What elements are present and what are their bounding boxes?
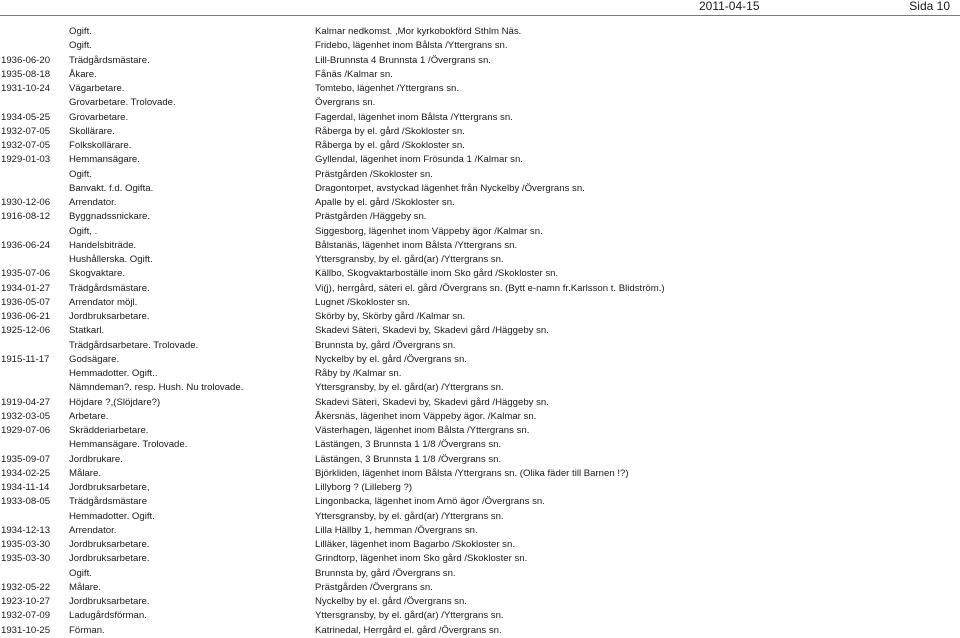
record-place: Yttersgransby, by el. gård(ar) /Yttergrans sn.	[315, 382, 504, 394]
record-date: 1936-06-24	[1, 239, 51, 251]
record-row	[0, 410, 960, 424]
record-place: Yttersgransby, by el. gård(ar) /Yttergrans sn.	[315, 510, 504, 522]
record-occupation: Ogift.	[69, 40, 92, 52]
record-place: Apalle by el. gård /Skokloster sn.	[315, 197, 455, 208]
record-row	[0, 182, 960, 196]
record-occupation: Handelsbiträde.	[69, 239, 137, 251]
record-occupation: Jordbruksarbetare.	[69, 596, 150, 607]
header-date: 2011-04-15	[699, 0, 760, 13]
record-occupation: Skogvaktare.	[69, 268, 125, 280]
record-row	[0, 25, 960, 39]
record-row	[0, 367, 960, 381]
record-row	[0, 481, 960, 495]
record-occupation: Jordbrukare.	[69, 453, 123, 465]
record-occupation: Hemmansägare.	[69, 154, 140, 166]
record-row	[0, 353, 960, 367]
record-place: Katrinedal, Herrgård el. gård /Övergrans sn.	[315, 624, 502, 636]
record-occupation: Hushållerska. Ogift.	[69, 254, 153, 265]
record-row	[0, 96, 960, 110]
record-date: 1923-10-27	[1, 596, 51, 607]
record-place: Lästängen, 3 Brunnsta 1 1/8 /Övergrans sn.	[315, 439, 502, 451]
record-row	[0, 609, 960, 623]
record-occupation: Skrädderiarbetare.	[69, 425, 149, 436]
record-place: Råberga by el. gård /Skokloster sn.	[315, 140, 465, 151]
record-place: Gyllendal, lägenhet inom Frösunda 1 /Kalmar sn.	[315, 154, 523, 166]
record-row	[0, 552, 960, 566]
record-occupation: Hemmansägare. Trolovade.	[69, 439, 188, 451]
record-occupation: Trädgårdsarbetare. Trolovade.	[69, 339, 199, 351]
header-rule	[0, 15, 960, 16]
record-date: 1930-12-06	[1, 197, 51, 208]
record-occupation: Jordbruksarbetare,	[69, 482, 150, 493]
record-occupation: Jordbruksarbetare.	[69, 553, 150, 565]
record-occupation: Ogift.	[69, 168, 92, 180]
record-date: 1935-03-30	[1, 553, 51, 565]
record-place: Bålstanäs, lägenhet inom Bålsta /Yttergrans sn.	[315, 239, 518, 251]
record-row	[0, 595, 960, 609]
record-occupation: Banvakt. f.d. Ogifta.	[69, 182, 154, 194]
record-place: Skadevi Säteri, Skadevi by, Skadevi gård /Häggeby sn.	[315, 325, 549, 337]
record-date: 1936-06-20	[1, 54, 51, 66]
record-date: 1934-11-14	[1, 482, 50, 493]
record-place: Lillyborg ? (Lilleberg ?)	[315, 482, 413, 493]
record-place: Tomtebo, lägenhet /Yttergrans sn.	[315, 83, 459, 94]
record-place: Prästgården /Övergrans sn.	[315, 581, 433, 593]
record-occupation: Förman.	[69, 624, 105, 636]
record-place: Yttersgransby, by el. gård(ar) /Yttergrans sn.	[315, 610, 504, 622]
record-row	[0, 624, 960, 638]
record-date: 1934-05-25	[1, 111, 51, 123]
record-place: Skadevi Säteri, Skadevi by, Skadevi gård /Häggeby sn.	[315, 396, 549, 408]
record-row	[0, 495, 960, 509]
record-occupation: Målare.	[69, 581, 101, 593]
record-row	[0, 267, 960, 281]
record-date: 1915-11-17	[1, 353, 50, 365]
record-row	[0, 153, 960, 167]
record-occupation: Ladugårdsförman.	[69, 610, 147, 622]
record-row	[0, 467, 960, 481]
record-place: Källbo, Skogvaktarboställe inom Sko gård /Skokloster sn.	[315, 268, 559, 280]
record-occupation: Arrendator.	[69, 197, 117, 208]
record-place: Råby by /Kalmar sn.	[315, 368, 402, 379]
record-place: Dragontorpet, avstyckad lägenhet från Nyckelby /Övergrans sn.	[315, 182, 585, 194]
record-occupation: Godsägare.	[69, 353, 120, 365]
record-date: 1935-08-18	[1, 68, 51, 80]
record-place: Fagerdal, lägenhet inom Bålsta /Yttergrans sn.	[315, 111, 513, 123]
record-row	[0, 54, 960, 68]
record-row	[0, 139, 960, 153]
record-date: 1916-08-12	[1, 211, 51, 223]
record-row	[0, 424, 960, 438]
record-row	[0, 225, 960, 239]
record-place: Fridebo, lägenhet inom Bålsta /Yttergrans sn.	[315, 40, 508, 52]
record-place: Nyckelby by el. gård /Övergrans sn.	[315, 596, 467, 607]
record-date: 1932-07-09	[1, 610, 51, 622]
record-row	[0, 453, 960, 467]
record-date: 1934-01-27	[1, 282, 51, 294]
record-row	[0, 581, 960, 595]
record-place: Kalmar nedkomst. ,Mor kyrkobokförd Sthlm Näs.	[315, 26, 522, 37]
record-occupation: Ogift.	[69, 26, 92, 37]
record-row	[0, 310, 960, 324]
record-row	[0, 68, 960, 82]
record-place: Fånäs /Kalmar sn.	[315, 68, 393, 80]
record-occupation: Jordbruksarbetare.	[69, 539, 150, 550]
record-row	[0, 339, 960, 353]
record-occupation: Byggnadssnickare.	[69, 211, 151, 223]
record-occupation: Åkare.	[69, 68, 97, 80]
record-occupation: Målare.	[69, 467, 101, 479]
record-date: 1929-07-06	[1, 425, 51, 436]
record-date: 1925-12-06	[1, 325, 51, 337]
record-place: Brunnsta by, gård /Övergrans sn.	[315, 339, 456, 351]
record-place: Nyckelby by el. gård /Övergrans sn.	[315, 353, 467, 365]
record-occupation: Hemmadotter. Ogift..	[69, 368, 158, 379]
record-date: 1935-03-30	[1, 539, 51, 550]
record-place: Lill-Brunnsta 4 Brunnsta 1 /Övergrans sn.	[315, 54, 491, 66]
record-occupation: Nämndeman?. resp. Hush. Nu trolovade.	[69, 382, 244, 394]
record-occupation: Statkarl.	[69, 325, 105, 337]
record-date: 1932-07-05	[1, 125, 51, 137]
record-place: Lästängen, 3 Brunnsta 1 1/8 /Övergrans sn.	[315, 453, 502, 465]
record-row	[0, 39, 960, 53]
record-row	[0, 538, 960, 552]
record-place: Lingonbacka, lägenhet inom Arnö ägor /Övergrans sn.	[315, 496, 545, 508]
record-row	[0, 210, 960, 224]
record-date: 1934-12-13	[1, 524, 51, 536]
record-row	[0, 324, 960, 338]
record-place: Brunnsta by, gård /Övergrans sn.	[315, 567, 456, 579]
record-place: Björkliden, lägenhet inom Bålsta /Yttergrans sn. (Olika fäder till Barnen !?)	[315, 467, 629, 479]
record-occupation: Vägarbetare.	[69, 83, 125, 94]
record-place: Lilläker, lägenhet inom Bagarbo /Skokloster sn.	[315, 539, 515, 550]
record-occupation: Skollärare.	[69, 125, 115, 137]
record-date: 1934-02-25	[1, 467, 51, 479]
record-date: 1932-07-05	[1, 140, 51, 151]
record-place: Övergrans sn.	[315, 97, 376, 109]
record-place: Grindtorp, lägenhet inom Sko gård /Skokloster sn.	[315, 553, 528, 565]
record-row	[0, 168, 960, 182]
record-place: Lilla Hällby 1, hemman /Övergrans sn.	[315, 524, 478, 536]
record-date: 1929-01-03	[1, 154, 51, 166]
record-row	[0, 282, 960, 296]
record-row	[0, 296, 960, 310]
record-place: Råberga by el. gård /Skokloster sn.	[315, 125, 465, 137]
record-list	[0, 25, 960, 638]
record-row	[0, 239, 960, 253]
page-header	[0, 0, 960, 16]
record-date: 1931-10-25	[1, 624, 51, 636]
record-place: Västerhagen, lägenhet inom Bålsta /Yttergrans sn.	[315, 425, 530, 436]
record-row	[0, 438, 960, 452]
record-place: Åkersnäs, lägenhet inom Väppeby ägor. /Kalmar sn.	[315, 410, 537, 422]
record-date: 1936-06-21	[1, 311, 51, 322]
record-row	[0, 510, 960, 524]
record-occupation: Arrendator möjl.	[69, 296, 138, 308]
record-place: Prästgården /Häggeby sn.	[315, 211, 427, 223]
record-place: Prästgården /Skokloster sn.	[315, 168, 433, 180]
record-occupation: Hemmadotter. Ogift.	[69, 510, 155, 522]
record-place: Siggesborg, lägenhet inom Väppeby ägor /Kalmar sn.	[315, 225, 543, 237]
record-row	[0, 253, 960, 267]
record-occupation: Ogift.	[69, 567, 92, 579]
record-date: 1932-03-05	[1, 410, 51, 422]
record-occupation: Jordbruksarbetare.	[69, 311, 150, 322]
record-occupation: Ogift, .	[69, 225, 98, 237]
record-place: Yttersgransby, by el. gård(ar) /Yttergrans sn.	[315, 254, 504, 265]
record-occupation: Folkskollärare.	[69, 140, 132, 151]
record-row	[0, 111, 960, 125]
record-occupation: Grovarbetare. Trolovade.	[69, 97, 176, 109]
record-row	[0, 524, 960, 538]
page-number: Sida 10	[909, 0, 950, 13]
record-date: 1933-08-05	[1, 496, 51, 508]
record-date: 1935-07-06	[1, 268, 51, 280]
record-occupation: Trädgårdsmästare.	[69, 54, 150, 66]
record-occupation: Trädgårdsmästare.	[69, 282, 150, 294]
record-place: Skörby by, Skörby gård /Kalmar sn.	[315, 311, 466, 322]
record-row	[0, 125, 960, 139]
record-date: 1932-05-22	[1, 581, 51, 593]
record-occupation: Grovarbetare.	[69, 111, 129, 123]
record-date: 1936-05-07	[1, 296, 51, 308]
record-occupation: Arbetare.	[69, 410, 109, 422]
record-row	[0, 567, 960, 581]
record-date: 1935-09-07	[1, 453, 51, 465]
record-place: Vi(j), herrgård, säteri el. gård /Övergrans sn. (Bytt e-namn fr.Karlsson t. Blidström.)	[315, 282, 665, 294]
record-row	[0, 381, 960, 395]
record-place: Lugnet /Skokloster sn.	[315, 296, 410, 308]
record-occupation: Höjdare ?,(Slöjdare?)	[69, 396, 161, 408]
record-row	[0, 82, 960, 96]
record-occupation: Arrendator.	[69, 524, 117, 536]
record-row	[0, 396, 960, 410]
record-occupation: Trädgårdsmästare	[69, 496, 148, 508]
record-row	[0, 196, 960, 210]
record-date: 1931-10-24	[1, 83, 51, 94]
record-date: 1919-04-27	[1, 396, 51, 408]
